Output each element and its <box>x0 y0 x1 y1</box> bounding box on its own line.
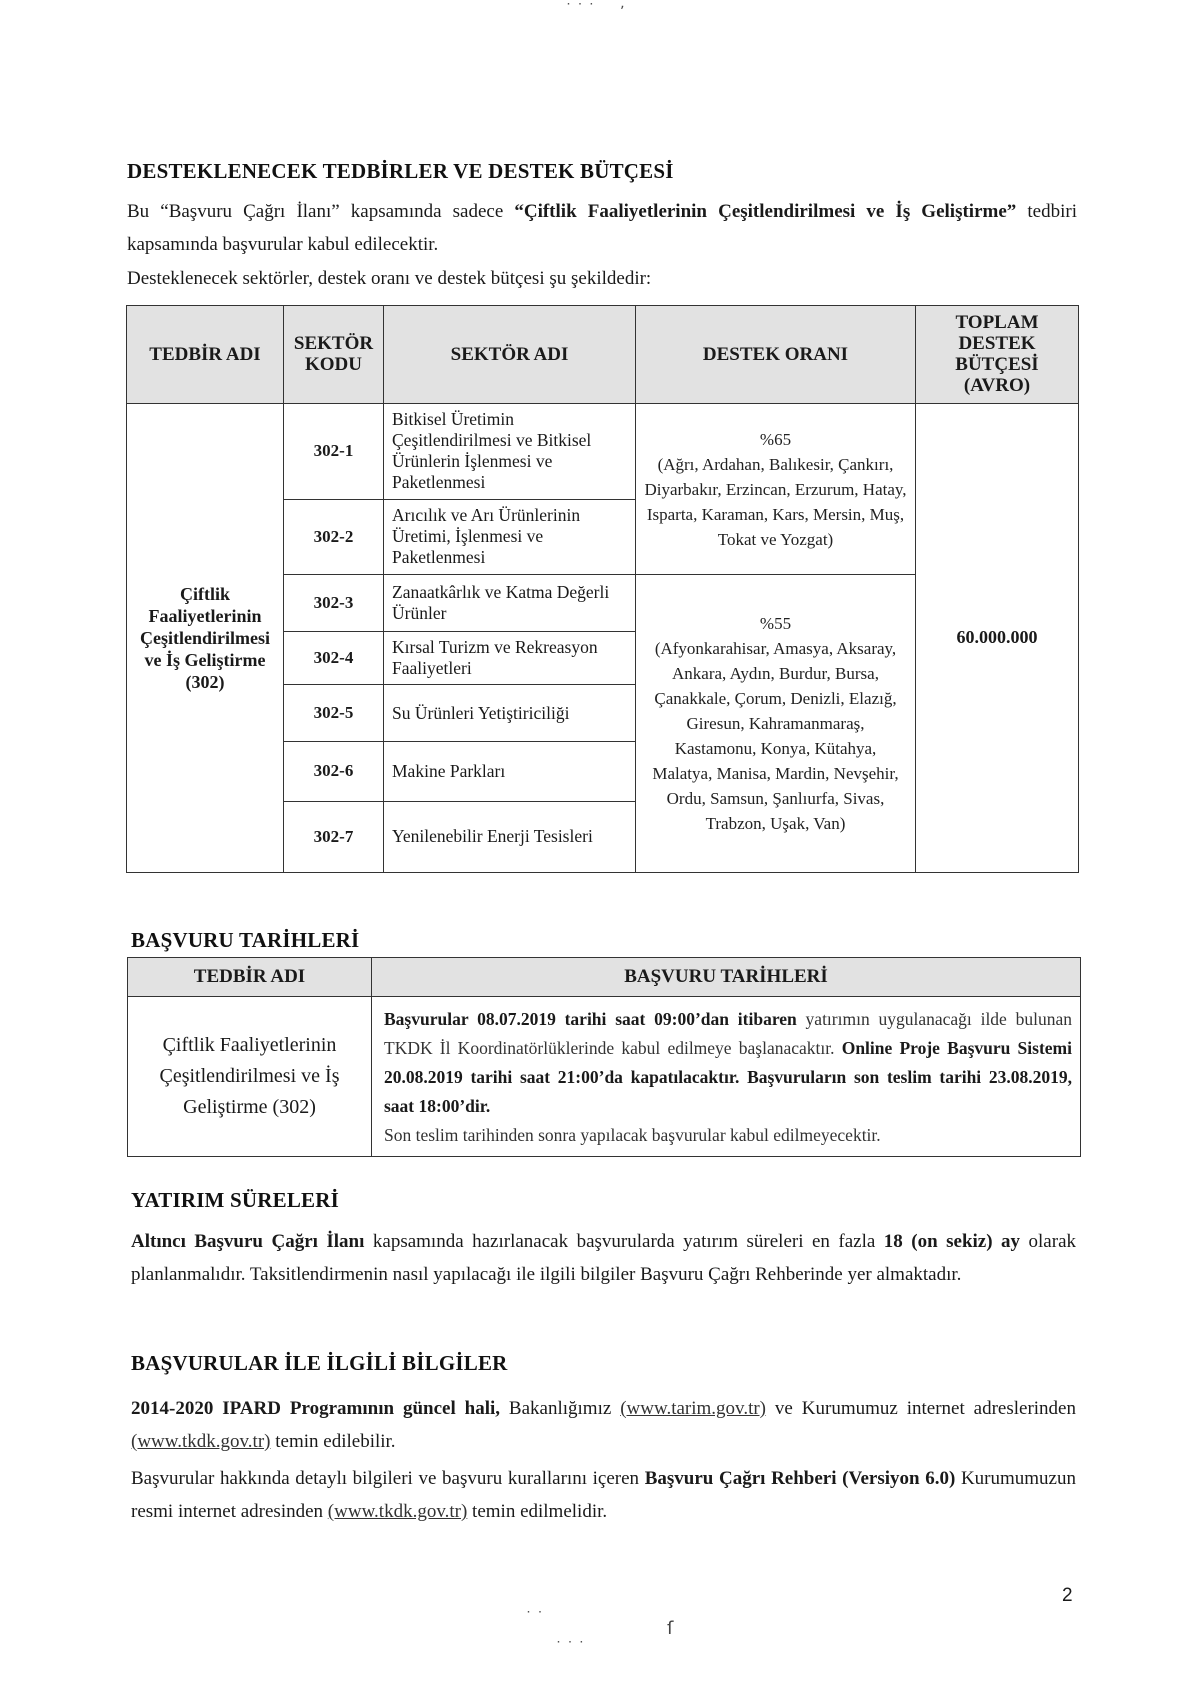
link-tkdk-guide[interactable]: (www.tkdk.gov.tr) <box>327 1501 468 1522</box>
table-header-row <box>128 958 1081 997</box>
sector-code: 302-4 <box>284 632 384 685</box>
sector-name: Bitkisel Üretimin Çeşitlendirilmesi ve Bitkisel Ürünlerin İşlenmesi ve Paketlenmesi <box>384 403 636 499</box>
date-start-text: yatırımın uygulanacağı ilde bulunan TKDK İl Koordinatörlüklerinde kabul edilmeye başlanacaktır. <box>384 1009 1072 1058</box>
info-bold: 2014-2020 IPARD Programının güncel hali, <box>131 1398 501 1419</box>
table-row <box>128 997 1081 1157</box>
scan-mark: ˙ ˙ ˙ <box>565 2 595 18</box>
sector-code: 302-6 <box>284 742 384 801</box>
sector-code: 302-1 <box>284 403 384 499</box>
header-sector-name: SEKTÖR ADI <box>384 306 636 404</box>
intro-measure-name: “Çiftlik Faaliyetlerinin Çeşitlendirilmesi ve İş Geliştirme” <box>514 201 1017 222</box>
sector-code: 302-7 <box>284 801 384 872</box>
guide-name: Başvuru Çağrı Rehberi (Versiyon 6.0) <box>644 1468 956 1489</box>
late-notice: Son teslim tarihinden sonra yapılacak başvurular kabul edilmeyecektir. <box>384 1125 881 1145</box>
info-text: Bakanlığımız <box>500 1398 621 1419</box>
header-tedbir: TEDBİR ADI <box>127 306 284 404</box>
total-budget-value: 60.000.000 <box>916 403 1079 872</box>
intro-paragraph <box>127 195 1077 261</box>
sector-name: Zanaatkârlık ve Katma Değerli Ürünler <box>384 575 636 632</box>
header-support-rate: DESTEK ORANI <box>636 306 916 404</box>
sector-budget-table <box>126 305 1079 873</box>
section-heading-info: BAŞVURULAR İLE İLGİLİ BİLGİLER <box>131 1351 508 1375</box>
duration-paragraph <box>131 1225 1076 1291</box>
info-text: Başvurular hakkında detaylı bilgileri ve başvuru kurallarını içeren <box>131 1468 645 1489</box>
sector-name: Kırsal Turizm ve Rekreasyon Faaliyetleri <box>384 632 636 685</box>
rate-55-provinces: (Afyonkarahisar, Amasya, Aksaray, Ankara, Aydın, Burdur, Bursa, Çanakkale, Çorum, Denizli, Elazığ, Giresun, Kahramanmaraş, Kastamonu, Konya, Kütahya, Malatya, Manisa, Mardin, Nevşehir, Ordu, Samsun, Şanlıurfa, Sivas, Trabzon, Uşak, Van) <box>652 639 899 834</box>
support-rate-65-cell <box>636 403 916 574</box>
intro-text-end: tedbiri kapsamında başvurular kabul edilecektir. <box>127 201 1077 255</box>
table-row <box>127 403 1079 499</box>
header-dates: BAŞVURU TARİHLERİ <box>372 958 1081 997</box>
link-tarim[interactable]: (www.tarim.gov.tr) <box>620 1398 767 1419</box>
table-header-row <box>127 306 1079 404</box>
sector-name: Su Ürünleri Yetiştiriciliği <box>384 685 636 742</box>
rate-65-provinces: (Ağrı, Ardahan, Balıkesir, Çankırı, Diyarbakır, Erzincan, Erzurum, Hatay, Isparta, Karaman, Kars, Mersin, Muş, Tokat ve Yozgat) <box>644 454 907 549</box>
duration-bold-1: Altıncı Başvuru Çağrı İlanı <box>131 1231 365 1252</box>
scan-mark: ˙ ˙ ˙ <box>555 1640 585 1656</box>
rate-65: %65 <box>759 429 792 449</box>
link-tkdk[interactable]: (www.tkdk.gov.tr) <box>131 1431 271 1452</box>
sector-code: 302-5 <box>284 685 384 742</box>
info-text: temin edilebilir. <box>270 1431 396 1452</box>
intro-text: Bu “Başvuru Çağrı İlanı” kapsamında sadece <box>127 201 515 222</box>
info-paragraph-2 <box>131 1462 1076 1528</box>
header-sector-code: SEKTÖR KODU <box>284 306 384 404</box>
application-dates-table <box>127 957 1081 1157</box>
sector-name: Yenilenebilir Enerji Tesisleri <box>384 801 636 872</box>
section-heading-budget: DESTEKLENECEK TEDBİRLER VE DESTEK BÜTÇESİ <box>127 159 674 183</box>
section-heading-dates: BAŞVURU TARİHLERİ <box>131 928 360 952</box>
info-paragraph-1 <box>131 1392 1076 1458</box>
date-start: Başvurular 08.07.2019 tarihi saat 09:00’dan itibaren <box>384 1009 797 1029</box>
info-text: temin edilmelidir. <box>467 1501 608 1522</box>
duration-text-2: olarak planlanmalıdır. Taksitlendirmenin nasıl yapılacağı ile ilgili bilgiler Başvuru Çağrı Rehberinde yer almaktadır. <box>131 1231 1076 1285</box>
rate-55: %55 <box>759 614 792 634</box>
date-online-close: Online Proje Başvuru Sistemi 20.08.2019 tarihi saat 21:00’da kapatılacaktır. <box>384 1038 1073 1087</box>
scan-mark: ˙ ˙ <box>525 1610 544 1626</box>
header-total-budget: TOPLAM DESTEK BÜTÇESİ (AVRO) <box>916 306 1079 404</box>
support-rate-55-cell <box>636 575 916 873</box>
info-text: Kurumumuzun resmi internet adresinden <box>131 1468 1076 1522</box>
sector-code: 302-2 <box>284 499 384 574</box>
tedbir-name-cell: Çiftlik Faaliyetlerinin Çeşitlendirilmesi ve İş Geliştirme (302) <box>127 403 284 872</box>
section-heading-duration: YATIRIM SÜRELERİ <box>131 1188 340 1212</box>
dates-tedbir-name: Çiftlik Faaliyetlerinin Çeşitlendirilmesi ve İş Geliştirme (302) <box>128 997 372 1157</box>
duration-bold-2: 18 (on sekiz) ay <box>883 1231 1021 1252</box>
page-number: 2 <box>1062 1585 1073 1606</box>
sector-intro-paragraph: Desteklenecek sektörler, destek oranı ve destek bütçesi şu şekildedir: <box>127 268 652 289</box>
scan-mark: ſ <box>667 1618 674 1639</box>
info-text: ve Kurumumuz internet adreslerinden <box>766 1398 1076 1419</box>
date-deadline: Başvuruların son teslim tarihi 23.08.2019, saat 18:00’dir. <box>384 1067 1072 1116</box>
duration-text-1: kapsamında hazırlanacak başvurularda yatırım süreleri en fazla <box>364 1231 884 1252</box>
header-tedbir: TEDBİR ADI <box>128 958 372 997</box>
dates-description <box>372 997 1081 1157</box>
scan-mark: ʼ <box>620 4 625 20</box>
sector-name: Arıcılık ve Arı Ürünlerinin Üretimi, İşlenmesi ve Paketlenmesi <box>384 499 636 574</box>
sector-code: 302-3 <box>284 575 384 632</box>
sector-name: Makine Parkları <box>384 742 636 801</box>
